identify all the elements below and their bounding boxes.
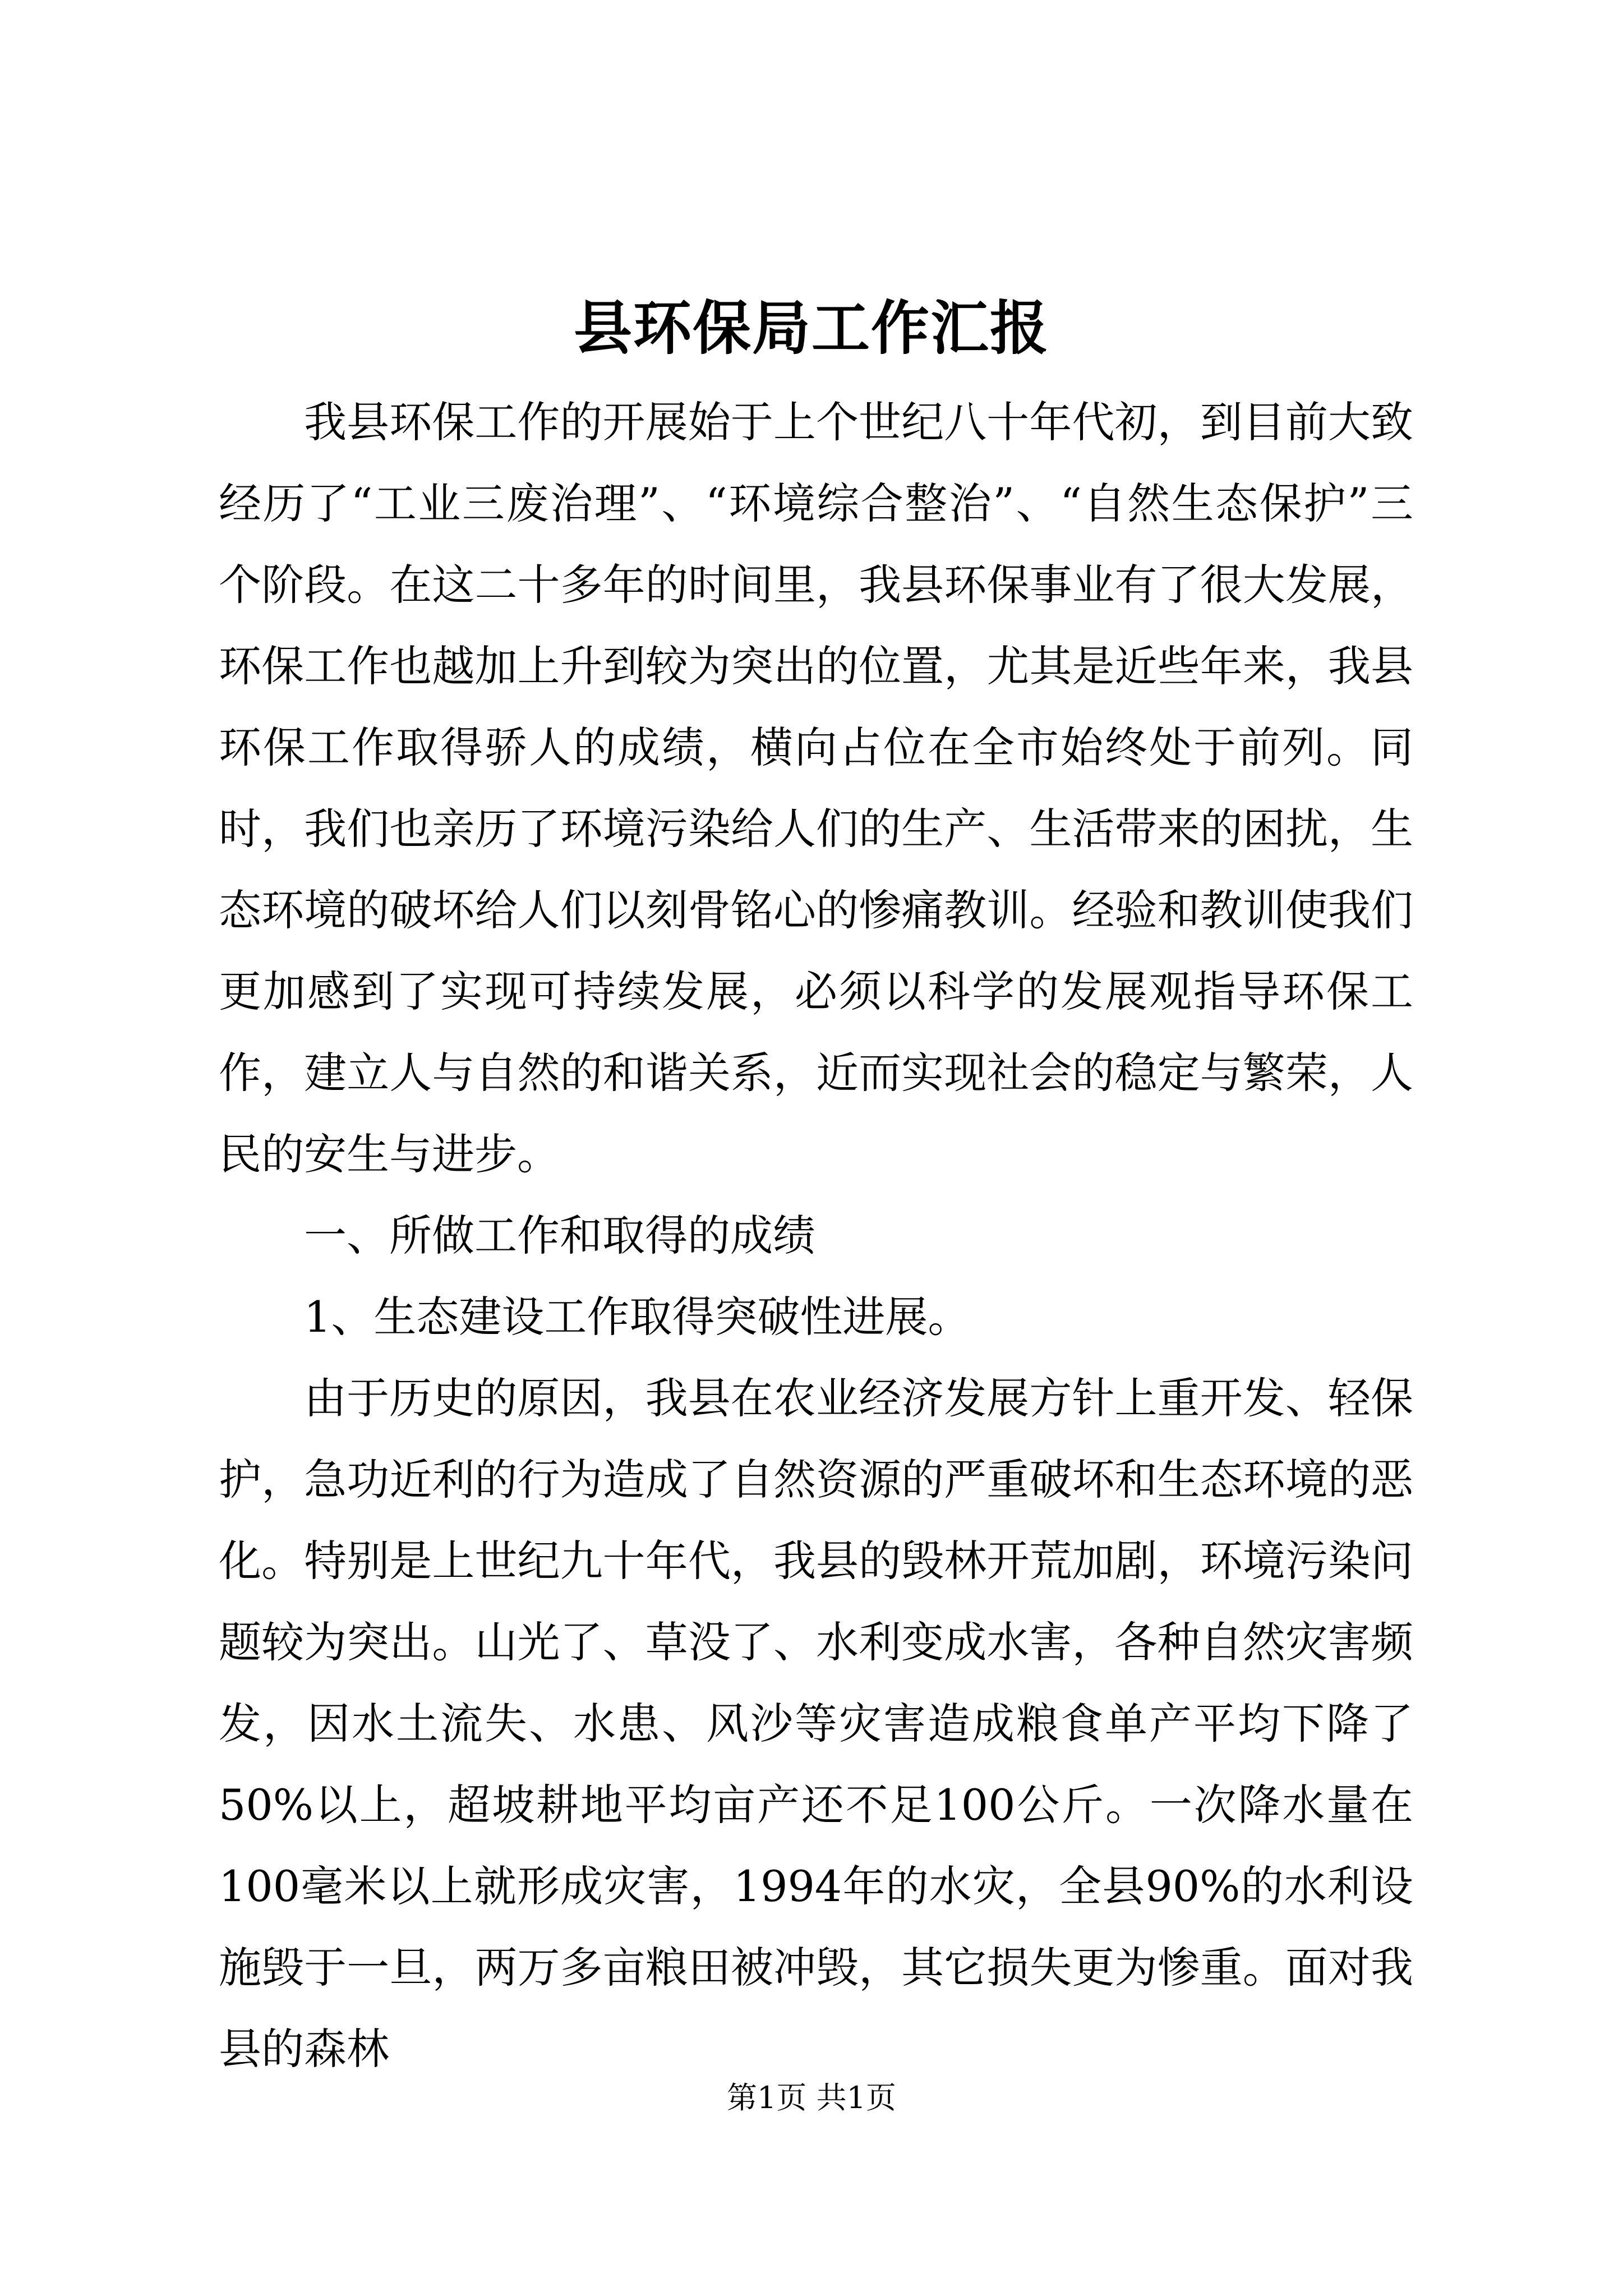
- paragraph-intro: 我县环保工作的开展始于上个世纪八十年代初，到目前大致经历了“工业三废治理”、“环境综合整治”、“自然生态保护”三个阶段。在这二十多年的时间里，我县环保事业有了很大发展，环保工作也越加上升到较为突出的位置，尤其是近些年来，我县环保工作取得骄人的成绩，横向占位在全市始终处于前列。同时，我们也亲历了环境污染给人们的生产、生活带来的困扰，生态环境的破坏给人们以刻骨铭心的惨痛教训。经验和教训使我们更加感到了实现可持续发展，必须以科学的发展观指导环保工作，建立人与自然的和谐关系，近而实现社会的稳定与繁荣，人民的安生与进步。: [219, 397, 1413, 1179]
- section-heading: 一、所做工作和取得的成绩: [304, 1211, 815, 1260]
- document-title: 县环保局工作汇报: [573, 293, 1049, 362]
- paragraph-history: 由于历史的原因，我县在农业经济发展方针上重开发、轻保护，急功近利的行为造成了自然资源的严重破坏和生态环境的恶化。特别是上世纪九十年代，我县的毁林开荒加剧，环境污染问题较为突出。山光了、草没了、水利变成水害，各种自然灾害频发，因水土流失、水患、风沙等灾害造成粮食单产平均下降了50%以上，超坡耕地平均亩产还不足100公斤。一次降水量在100毫米以上就形成灾害，1994年的水灾，全县90%的水利设施毁于一旦，两万多亩粮田被冲毁，其它损失更为惨重。面对我县的森林: [219, 1373, 1413, 2074]
- subsection-heading: 1、生态建设工作取得突破性进展。: [304, 1292, 971, 1342]
- document-body: [219, 381, 1413, 2090]
- page-footer: 第1页 共1页: [727, 2080, 896, 2115]
